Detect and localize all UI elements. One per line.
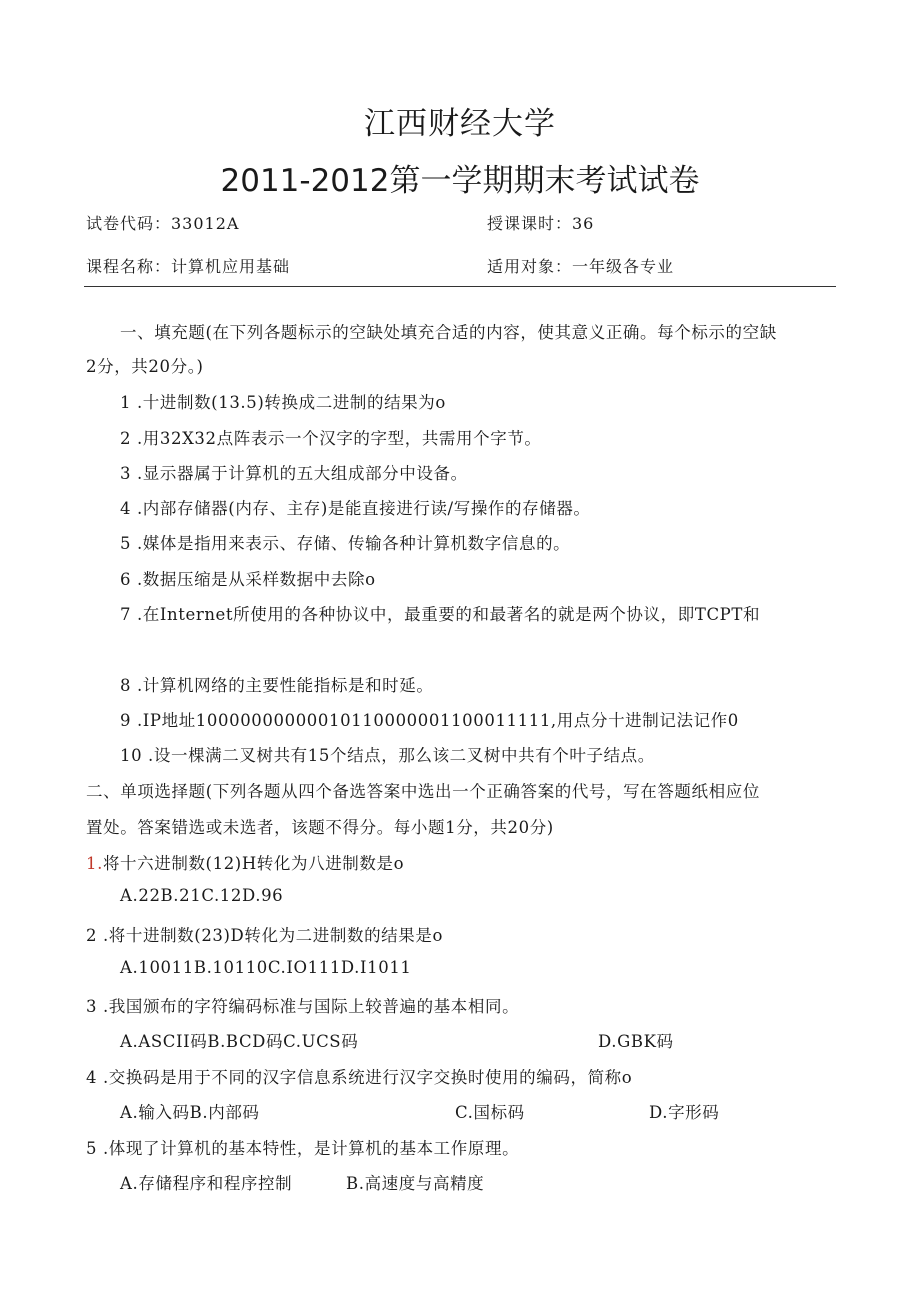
course-hours: 授课课时：36: [487, 214, 595, 233]
exam-title: 2011-2012第一学期期末考试试卷: [220, 163, 700, 199]
fill-question-5: 5 .媒体是指用来表示、存储、传输各种计算机数字信息的。: [120, 534, 571, 553]
choice-question-1-options: A.22B.21C.12D.96: [120, 886, 284, 905]
choice-question-4-options: A.输入码B.内部码: [120, 1103, 260, 1122]
choice-question-5-option-b: B.高速度与高精度: [346, 1174, 485, 1193]
choice-question-3-option-d: D.GBK码: [598, 1032, 674, 1051]
fill-question-7: 7 .在Internet所使用的各种协议中，最重要的和最著名的就是两个协议，即TCPT和: [120, 605, 761, 624]
choice-question-2-options: A.10011B.10110C.IO111D.I1011: [120, 958, 412, 977]
fill-question-10: 10 .设一棵满二叉树共有15个结点，那么该二叉树中共有个叶子结点。: [120, 746, 655, 765]
choice-question-5-option-a: A.存储程序和程序控制: [120, 1174, 293, 1193]
fill-question-1: 1 .十进制数(13.5)转换成二进制的结果为o: [120, 393, 446, 412]
fill-question-6: 6 .数据压缩是从采样数据中去除o: [120, 570, 376, 589]
target-audience: 适用对象：一年级各专业: [487, 257, 675, 276]
exam-code: 试卷代码：33012A: [86, 214, 240, 233]
fill-question-3: 3 .显示器属于计算机的五大组成部分中设备。: [120, 464, 468, 483]
choice-question-1-number: 1.: [86, 854, 103, 873]
choice-question-4: 4 .交换码是用于不同的汉字信息系统进行汉字交换时使用的编码，简称o: [86, 1068, 633, 1087]
choice-question-4-option-c: C.国标码: [455, 1103, 525, 1122]
choice-question-3: 3 .我国颁布的字符编码标准与国际上较普遍的基本相同。: [86, 997, 520, 1016]
choice-question-5: 5 .体现了计算机的基本特性，是计算机的基本工作原理。: [86, 1139, 520, 1158]
choice-question-4-option-d: D.字形码: [649, 1103, 720, 1122]
choice-question-1-text: 将十六进制数(12)H转化为八进制数是o: [102, 854, 405, 873]
section2-heading: 二、单项选择题(下列各题从四个备选答案中选出一个正确答案的代号，写在答题纸相应位: [86, 782, 760, 801]
fill-question-4: 4 .内部存储器(内存、主存)是能直接进行读/写操作的存储器。: [120, 499, 591, 518]
choice-question-1: [86, 850, 404, 874]
section1-heading: 一、填充题(在下列各题标示的空缺处填充合适的内容，使其意义正确。每个标示的空缺: [120, 323, 777, 342]
section2-heading-cont: 置处。答案错选或未选者，该题不得分。每小题1分，共20分): [86, 818, 554, 837]
fill-question-2: 2 .用32X32点阵表示一个汉字的字型，共需用个字节。: [120, 429, 542, 448]
header-divider: [84, 286, 836, 287]
university-title: 江西财经大学: [364, 106, 556, 142]
fill-question-9: 9 .IP地址10000000000010110000001100011111,用点分十进制记法记作0: [120, 711, 739, 730]
choice-question-2: 2 .将十进制数(23)D转化为二进制数的结果是o: [86, 926, 444, 945]
fill-question-8: 8 .计算机网络的主要性能指标是和时延。: [120, 676, 434, 695]
choice-question-3-options: A.ASCII码B.BCD码C.UCS码: [120, 1032, 359, 1051]
section1-heading-cont: 2分，共20分。): [86, 357, 204, 376]
course-name: 课程名称：计算机应用基础: [86, 257, 291, 276]
